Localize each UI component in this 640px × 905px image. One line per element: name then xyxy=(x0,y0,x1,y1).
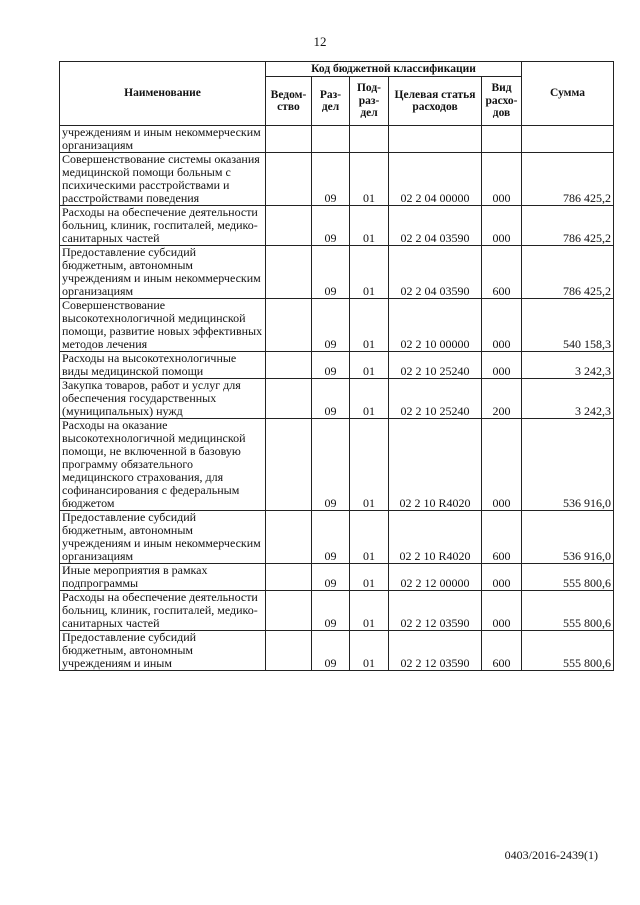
cell-target-article: 02 2 04 03590 xyxy=(389,246,482,299)
table-row xyxy=(60,379,614,419)
cell-expense-type: 600 xyxy=(482,631,522,671)
cell-name: Совершенствование высокотехнологичной медицинской помощи, развитие новых эффективных методов лечения xyxy=(60,299,266,352)
cell-name: Расходы на высокотехнологичные виды медицинской помощи xyxy=(60,352,266,379)
cell-subsection xyxy=(350,126,389,153)
cell-expense-type: 000 xyxy=(482,153,522,206)
cell-sum: 536 916,0 xyxy=(522,511,614,564)
cell-target-article: 02 2 10 R4020 xyxy=(389,511,482,564)
cell-department xyxy=(266,564,312,591)
cell-section: 09 xyxy=(312,246,350,299)
cell-target-article: 02 2 10 25240 xyxy=(389,352,482,379)
cell-sum: 540 158,3 xyxy=(522,299,614,352)
cell-target-article: 02 2 10 00000 xyxy=(389,299,482,352)
cell-expense-type: 000 xyxy=(482,299,522,352)
cell-section: 09 xyxy=(312,299,350,352)
cell-subsection: 01 xyxy=(350,153,389,206)
document-number: 0403/2016-2439(1) xyxy=(504,848,598,862)
cell-department xyxy=(266,352,312,379)
cell-sum: 555 800,6 xyxy=(522,631,614,671)
cell-name: Расходы на обеспечение деятельности больниц, клиник, госпиталей, медико-санитарных частей xyxy=(60,206,266,246)
cell-section: 09 xyxy=(312,419,350,511)
table-row xyxy=(60,591,614,631)
cell-section: 09 xyxy=(312,352,350,379)
cell-sum: 786 425,2 xyxy=(522,153,614,206)
page-number: 12 xyxy=(313,34,327,49)
cell-section: 09 xyxy=(312,511,350,564)
cell-section: 09 xyxy=(312,206,350,246)
header-name: Наименование xyxy=(60,62,266,126)
cell-target-article: 02 2 10 R4020 xyxy=(389,419,482,511)
cell-target-article xyxy=(389,126,482,153)
table-row xyxy=(60,564,614,591)
cell-department xyxy=(266,299,312,352)
cell-subsection: 01 xyxy=(350,206,389,246)
cell-name: Предоставление субсидий бюджетным, автономным учреждениям и иным некоммерческим организациям xyxy=(60,246,266,299)
cell-expense-type: 000 xyxy=(482,206,522,246)
cell-name: Закупка товаров, работ и услуг для обеспечения государственных (муниципальных) нужд xyxy=(60,379,266,419)
cell-section: 09 xyxy=(312,153,350,206)
cell-expense-type: 200 xyxy=(482,379,522,419)
cell-name: Совершенствование системы оказания медицинской помощи больным с психическими расстройствами и расстройствами поведения xyxy=(60,153,266,206)
cell-expense-type: 000 xyxy=(482,419,522,511)
table-body xyxy=(60,126,614,671)
cell-subsection: 01 xyxy=(350,379,389,419)
cell-subsection: 01 xyxy=(350,299,389,352)
cell-section: 09 xyxy=(312,591,350,631)
table-row xyxy=(60,352,614,379)
cell-department xyxy=(266,379,312,419)
header-subsection: Под-раз-дел xyxy=(350,77,389,126)
cell-section xyxy=(312,126,350,153)
cell-name: Предоставление субсидий бюджетным, автономным учреждениям и иным xyxy=(60,631,266,671)
cell-department xyxy=(266,511,312,564)
cell-department xyxy=(266,591,312,631)
cell-expense-type: 000 xyxy=(482,591,522,631)
cell-section: 09 xyxy=(312,379,350,419)
table-row xyxy=(60,299,614,352)
cell-subsection: 01 xyxy=(350,591,389,631)
cell-subsection: 01 xyxy=(350,564,389,591)
cell-section: 09 xyxy=(312,631,350,671)
cell-department xyxy=(266,126,312,153)
table-row xyxy=(60,206,614,246)
header-target-article: Целевая статья расходов xyxy=(389,77,482,126)
cell-sum: 536 916,0 xyxy=(522,419,614,511)
cell-sum: 555 800,6 xyxy=(522,564,614,591)
cell-sum: 786 425,2 xyxy=(522,206,614,246)
cell-sum: 3 242,3 xyxy=(522,379,614,419)
cell-name: учреждениям и иным некоммерческим организациям xyxy=(60,126,266,153)
cell-name: Иные мероприятия в рамках подпрограммы xyxy=(60,564,266,591)
table-row xyxy=(60,511,614,564)
cell-department xyxy=(266,246,312,299)
cell-target-article: 02 2 10 25240 xyxy=(389,379,482,419)
cell-department xyxy=(266,631,312,671)
cell-sum: 786 425,2 xyxy=(522,246,614,299)
cell-expense-type: 600 xyxy=(482,511,522,564)
cell-department xyxy=(266,419,312,511)
cell-name: Расходы на оказание высокотехнологичной медицинской помощи, не включенной в базовую программу обязательного медицинского страхования, для софинансирования с федеральным бюджетом xyxy=(60,419,266,511)
cell-sum: 555 800,6 xyxy=(522,591,614,631)
table-row xyxy=(60,419,614,511)
budget-table xyxy=(59,61,614,671)
cell-name: Расходы на обеспечение деятельности больниц, клиник, госпиталей, медико-санитарных частей xyxy=(60,591,266,631)
table-row xyxy=(60,153,614,206)
table-header xyxy=(60,62,614,126)
cell-sum: 3 242,3 xyxy=(522,352,614,379)
cell-target-article: 02 2 04 00000 xyxy=(389,153,482,206)
table-row xyxy=(60,126,614,153)
header-section: Раз-дел xyxy=(312,77,350,126)
cell-subsection: 01 xyxy=(350,631,389,671)
table-row xyxy=(60,631,614,671)
cell-department xyxy=(266,206,312,246)
cell-subsection: 01 xyxy=(350,352,389,379)
cell-section: 09 xyxy=(312,564,350,591)
cell-expense-type: 000 xyxy=(482,564,522,591)
header-sum: Сумма xyxy=(522,62,614,126)
cell-expense-type: 600 xyxy=(482,246,522,299)
cell-name: Предоставление субсидий бюджетным, автономным учреждениям и иным некоммерческим организациям xyxy=(60,511,266,564)
cell-subsection: 01 xyxy=(350,419,389,511)
cell-subsection: 01 xyxy=(350,511,389,564)
cell-expense-type: 000 xyxy=(482,352,522,379)
cell-sum xyxy=(522,126,614,153)
cell-subsection: 01 xyxy=(350,246,389,299)
header-classification-code: Код бюджетной классификации xyxy=(266,62,522,77)
cell-department xyxy=(266,153,312,206)
cell-target-article: 02 2 04 03590 xyxy=(389,206,482,246)
cell-target-article: 02 2 12 00000 xyxy=(389,564,482,591)
cell-expense-type xyxy=(482,126,522,153)
cell-target-article: 02 2 12 03590 xyxy=(389,631,482,671)
table-row xyxy=(60,246,614,299)
header-department: Ведом-ство xyxy=(266,77,312,126)
header-expense-type: Вид расхо-дов xyxy=(482,77,522,126)
cell-target-article: 02 2 12 03590 xyxy=(389,591,482,631)
